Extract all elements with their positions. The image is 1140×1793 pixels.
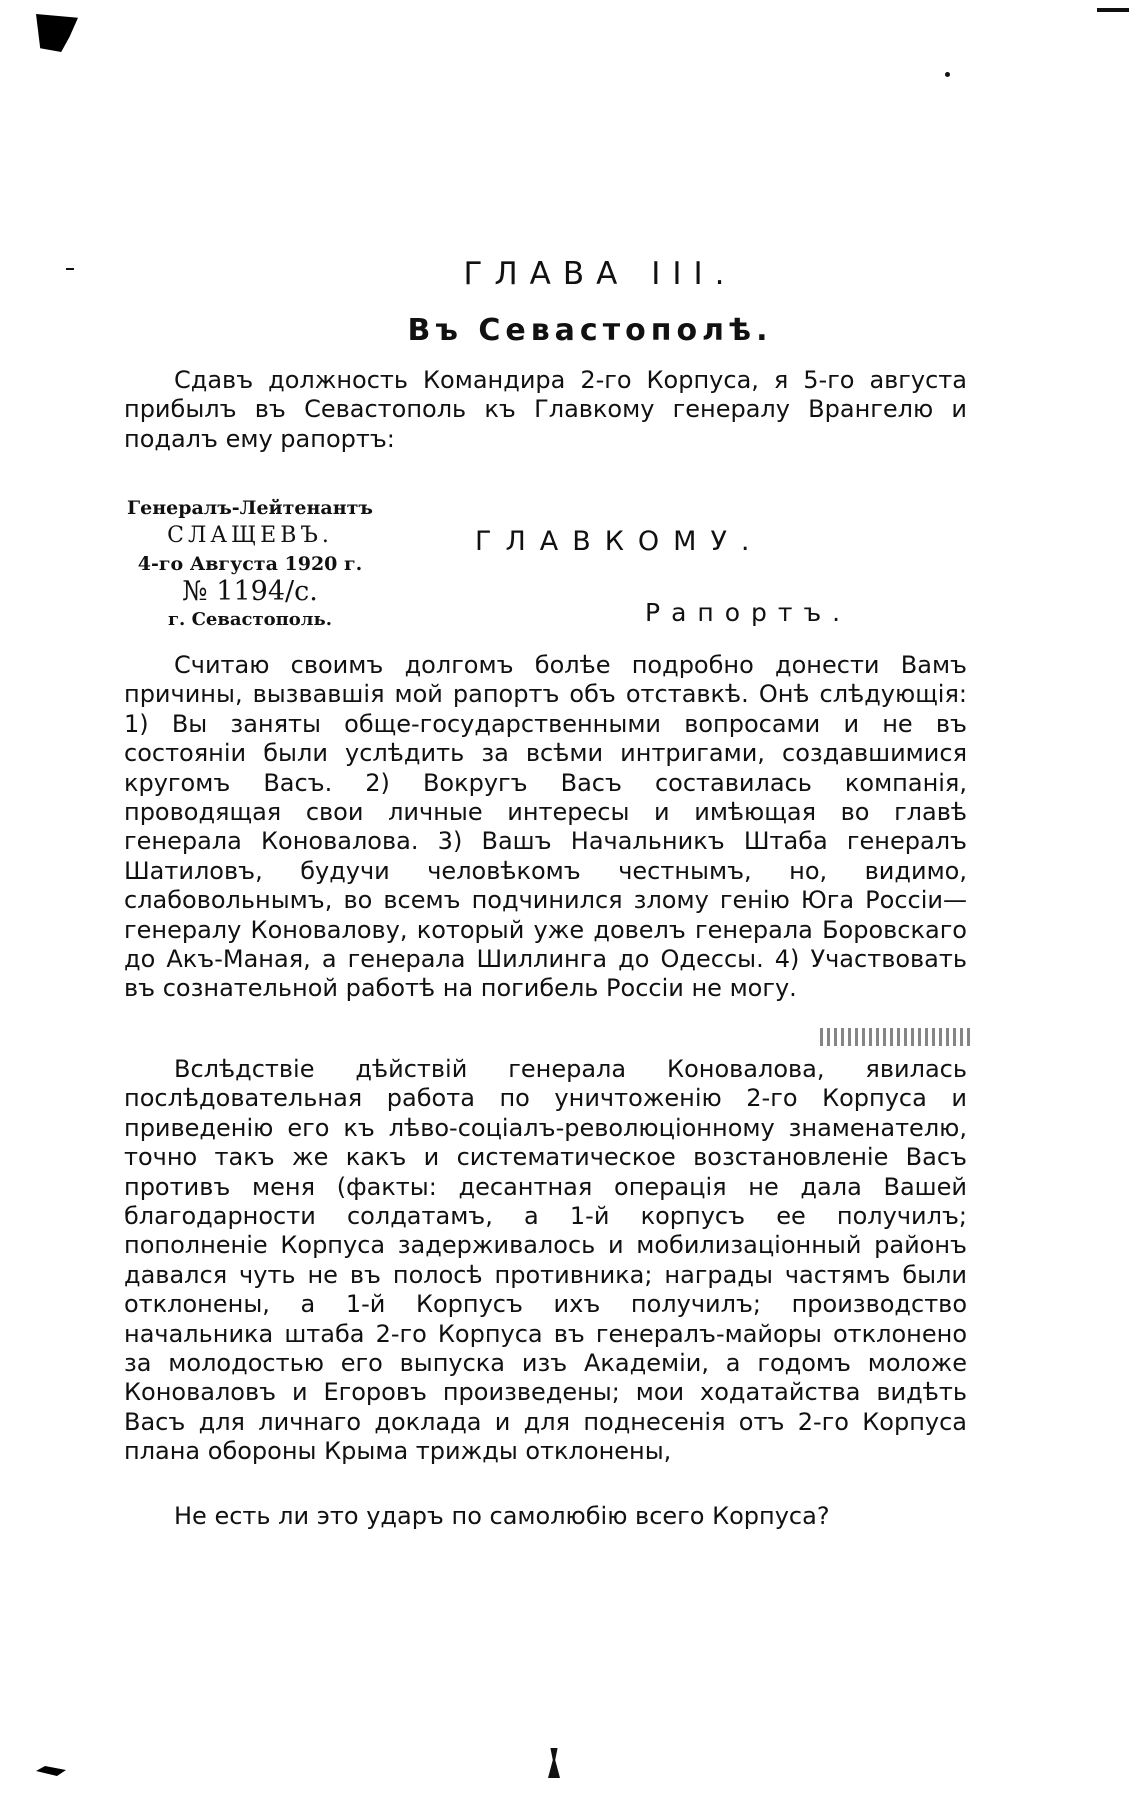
report-paragraph-text: Считаю своимъ долгомъ болѣе подробно донести Вамъ причины, вызвавшія мой рапортъ объ отставкѣ. Онѣ слѣдующія: 1) Вы заняты обще-государственными вопросами и не въ состояніи были услѣдить за всѣми интригами, создавшимися кругомъ Васъ. 2) Вокругъ Васъ составилась компанія, проводящая свои личные интересы и имѣющая во главѣ генерала Коновалова. 3) Вашъ Начальникъ Штаба генералъ Шатиловъ, будучи человѣкомъ честнымъ, но, видимо, слабовольнымъ, во всемъ подчинился злому генію Юга Россіи—генералу Коновалову, который уже довелъ генерала Боровскаго до Акъ-Маная, а генерала Шиллинга до Одессы. 4) Участвовать въ сознательной работѣ на погибель Россіи не могу. (124, 651, 967, 1003)
letter-addressee: ГЛАВКОМУ. (475, 526, 764, 557)
closing-question (124, 1502, 967, 1531)
scan-blemish (1097, 8, 1129, 12)
scan-blemish (36, 14, 78, 52)
scan-noise (820, 1028, 970, 1046)
intro-paragraph (124, 366, 967, 454)
scan-blemish (548, 1748, 560, 1778)
consequences-paragraph (124, 1055, 967, 1467)
report-label: Рапортъ. (645, 598, 852, 627)
report-paragraph (124, 651, 967, 1004)
scan-blemish (36, 1766, 66, 1776)
closing-question-text: Не есть ли это ударъ по самолюбію всего Корпуса? (174, 1502, 830, 1530)
chapter-heading: ГЛАВА III. (463, 256, 737, 292)
chapter-subtitle: Въ Севастополѣ. (407, 313, 773, 348)
scan-speck (945, 72, 950, 77)
letter-sender-block (105, 494, 395, 634)
letter-date: 4-го Августа 1920 г. (137, 553, 363, 575)
consequences-paragraph-text: Вслѣдствіе дѣйствій генерала Коновалова, явилась послѣдовательная работа по уничтоженію 2-го Корпуса и приведенію его къ лѣво-соціалъ-революціонному знаменателю, точно такъ же какъ и систематическое возстановленіе Васъ противъ меня (факты: десантная операція не дала Вашей благодарности солдатамъ, а 1-й корпусъ ее получилъ; пополненіе Корпуса задерживалось и мобилизаціонный районъ давался чуть не въ полосѣ противника; награды частямъ были отклонены, а 1-й Корпусъ ихъ получилъ; производство начальника штаба 2-го Корпуса въ генералъ-майоры отклонено за молодостью его выпуска изъ Академіи, а годомъ моложе Коноваловъ и Егоровъ произведены; мои ходатайства видѣть Васъ для личнаго доклада и для поднесенія отъ 2-го Корпуса плана обороны Крыма трижды отклонены, (124, 1055, 967, 1466)
sender-rank: Генералъ-Лейтенантъ (127, 497, 373, 519)
letter-number: № 1194/с. (182, 576, 318, 607)
sender-name: СЛАЩЕВЪ. (167, 523, 333, 548)
letter-place: г. Севастополь. (168, 609, 332, 630)
intro-paragraph-text: Сдавъ должность Командира 2-го Корпуса, я 5-го августа прибылъ въ Севастополь къ Главкому генералу Врангелю и подалъ ему рапортъ: (124, 366, 967, 453)
